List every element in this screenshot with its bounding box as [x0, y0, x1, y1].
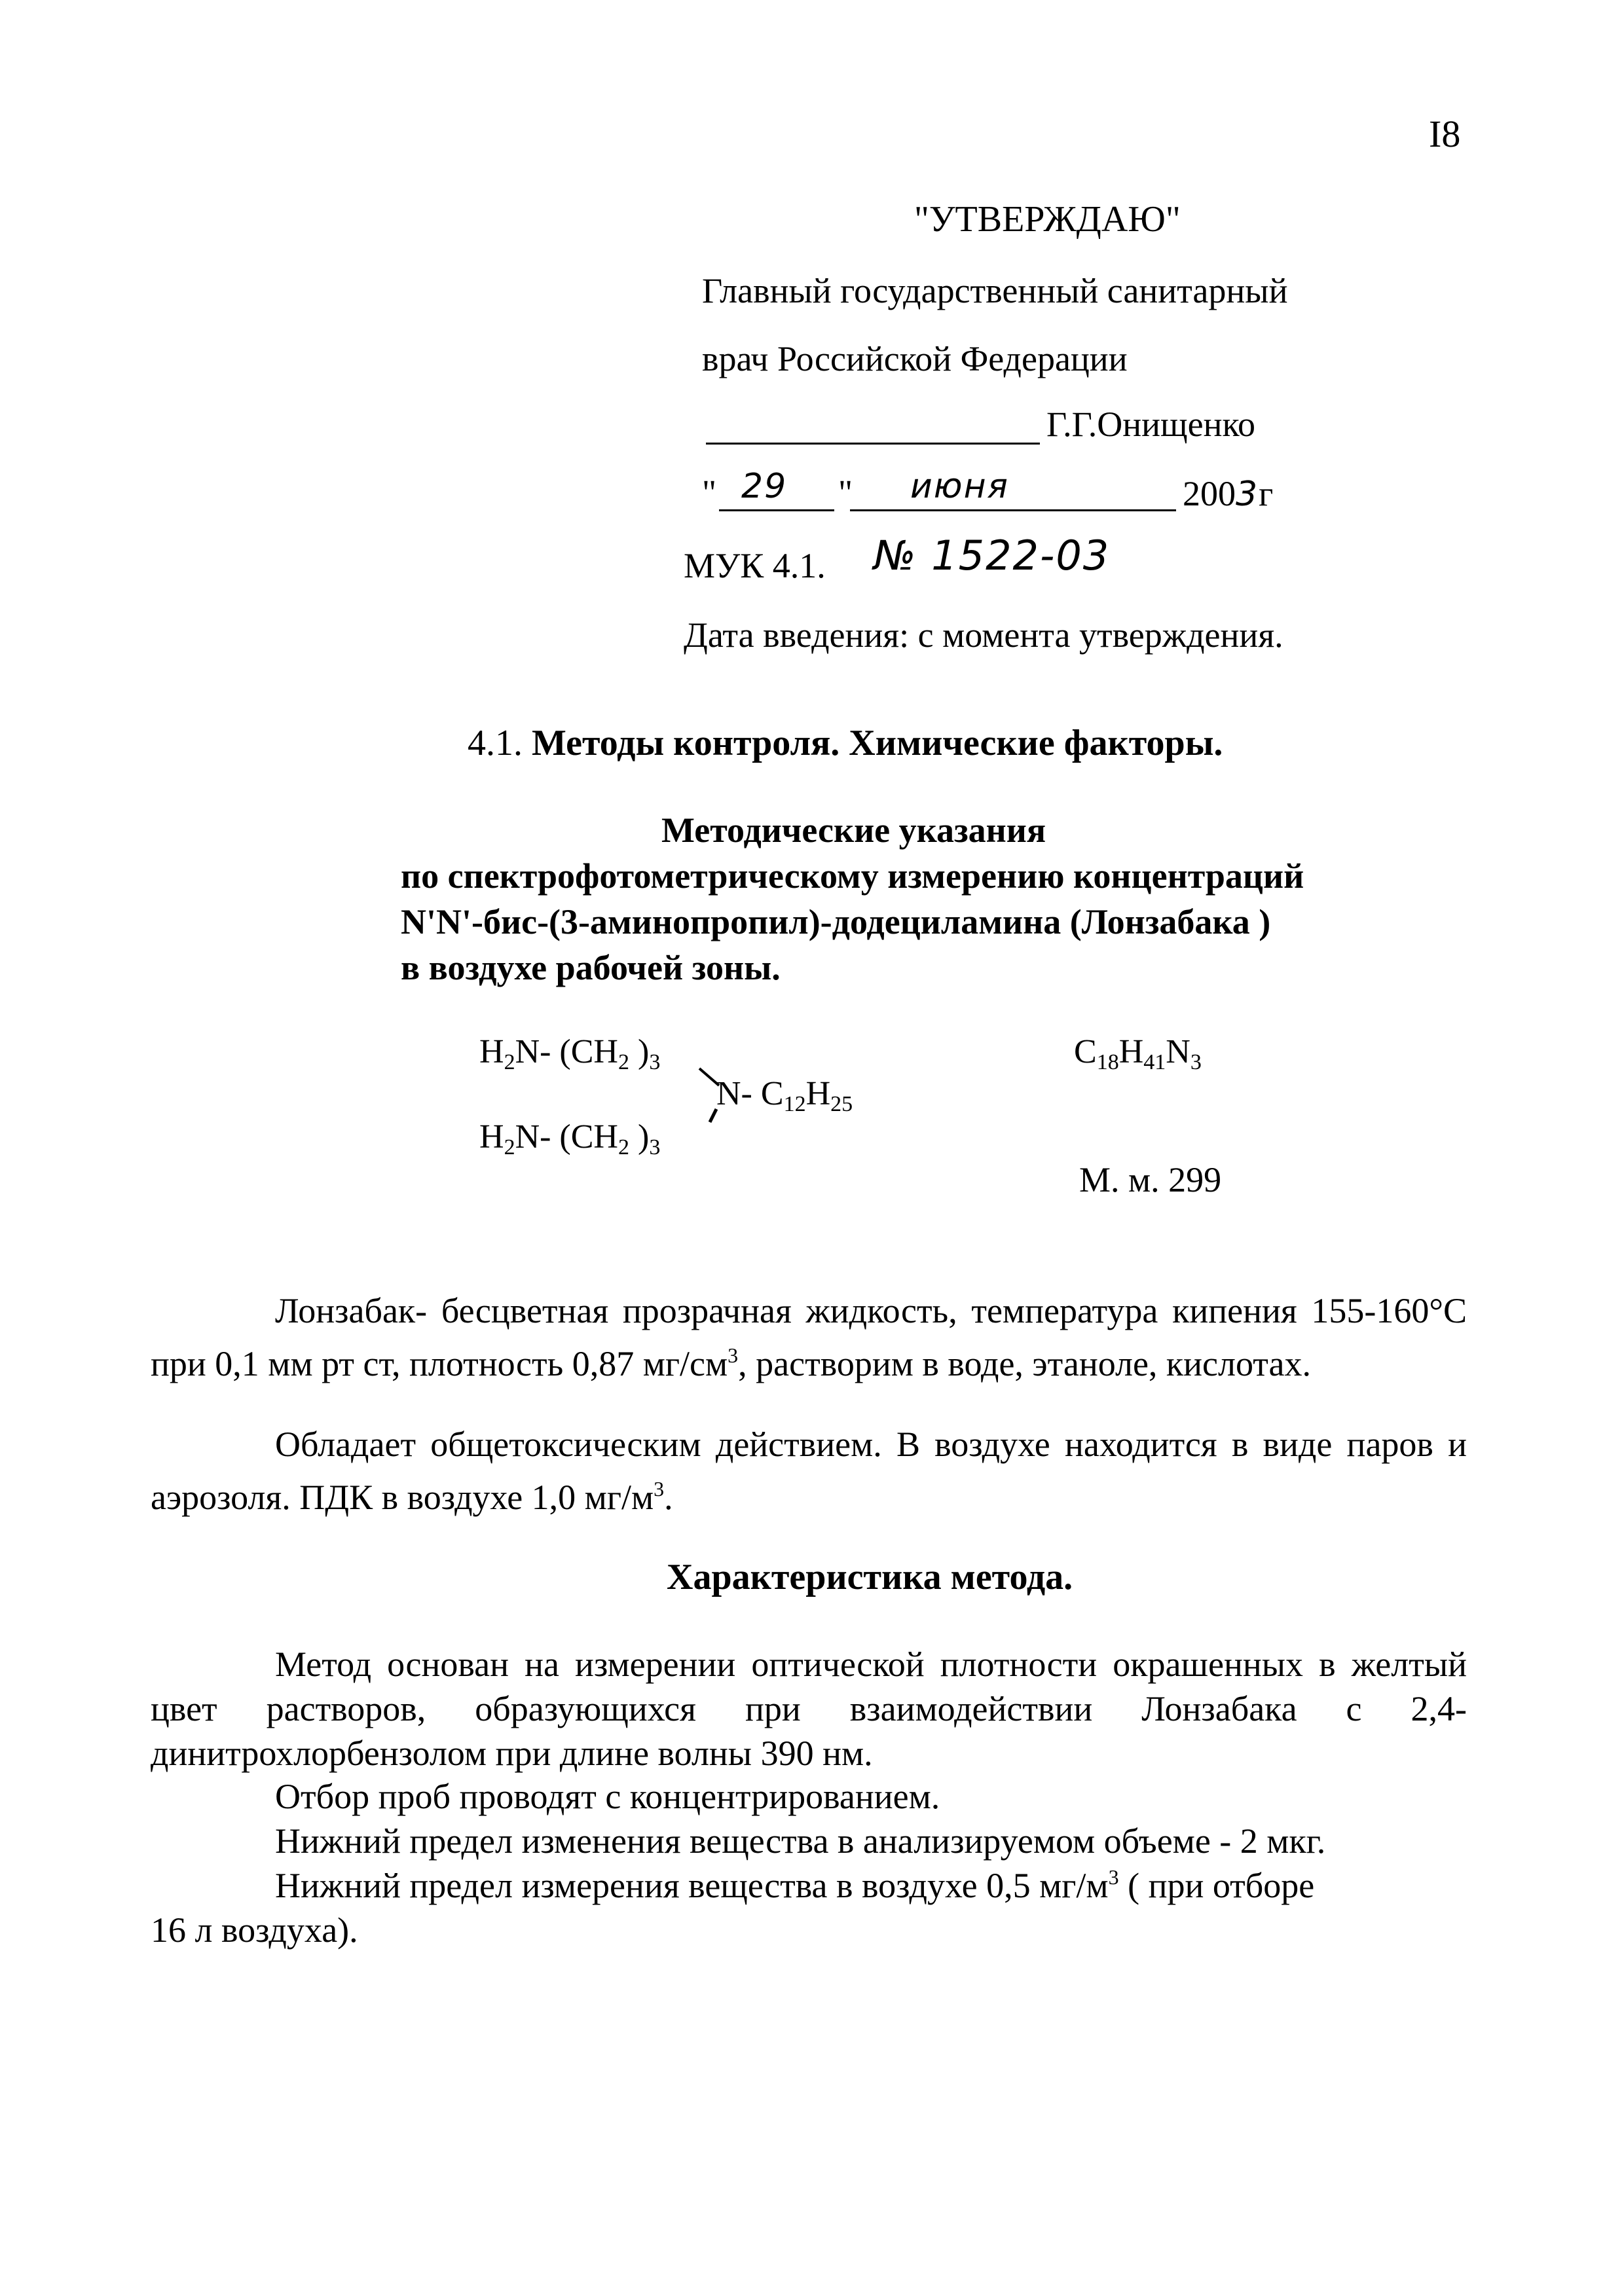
section-number: 4.1.	[468, 723, 523, 763]
date-close-quote: "	[838, 473, 853, 512]
date-year	[1183, 473, 1273, 515]
section-title	[468, 721, 1223, 765]
formula-bonds	[681, 1054, 720, 1146]
handwritten-date-day: 29	[741, 467, 788, 506]
paragraph-lower-limit-analysis: Нижний предел изменения вещества в анализируемом объеме - 2 мкг.	[275, 1821, 1326, 1861]
date-day-underline	[719, 509, 834, 511]
muk-label: МУК 4.1.	[684, 546, 826, 585]
approval-signatory: Г.Г.Онищенко	[1046, 405, 1255, 444]
paragraph-method-basis: Метод основан на измерении оптической плотности окрашенных в желтый цвет растворов, образующихся при взаимодействии Лонзабака с 2,4-динитрохлорбензолом при длине волны 390 нм.	[151, 1645, 1467, 1773]
handwritten-muk-number: № 1522-03	[874, 532, 1111, 579]
handwritten-date-year-digit: 3	[1236, 475, 1259, 514]
introduction-date: Дата введения: с момента утверждения.	[684, 615, 1283, 655]
section-name: Методы контроля. Химические факторы.	[532, 723, 1223, 763]
paragraph-lower-limit-air-continuation: 16 л воздуха).	[151, 1910, 358, 1950]
approval-position-line1: Главный государственный санитарный	[702, 271, 1288, 310]
guideline-title-line1: Методические указания	[661, 811, 1046, 850]
guideline-title-line2: по спектрофотометрическому измерению концентраций	[401, 856, 1304, 896]
date-open-quote: "	[702, 473, 717, 512]
formula-bottom-group: $H_2N-$ ($CH_2$ )$_3$	[479, 1118, 661, 1159]
paragraph-sampling: Отбор проб проводят с концентрированием.	[275, 1777, 940, 1816]
page-number: I8	[1429, 113, 1461, 155]
paragraph-toxicity: Обладает общетоксическим действием. В воздухе находится в виде паров и аэрозоля. ПДК в воздухе 1,0 $мг/м^3$.	[151, 1425, 1467, 1517]
formula-bond-upper	[699, 1068, 719, 1085]
date-year-prefix: 200	[1183, 474, 1236, 513]
molar-mass: М. м. 299	[1079, 1160, 1222, 1199]
paragraph-lower-limit-air: Нижний предел измерения вещества в воздухе 0,5 $мг/м^3$ ( при отборе	[275, 1865, 1315, 1905]
approval-position-line2: врач Российской Федерации	[702, 339, 1128, 378]
guideline-title-line3: N'N'-бис-(3-аминопропил)-додециламина (Лонзабака )	[401, 902, 1271, 941]
molecular-formula: $C_{18}H_{41}N_3$	[1074, 1033, 1202, 1074]
formula-bond-lower	[710, 1109, 716, 1122]
guideline-title-line4: в воздухе рабочей зоны.	[401, 948, 781, 987]
formula-top-group: $H_2N-$ ($CH_2$ )$_3$	[479, 1033, 661, 1074]
approval-title: "УТВЕРЖДАЮ"	[914, 199, 1181, 240]
date-year-suffix: г	[1259, 474, 1274, 513]
formula-center-nitrogen: N- $C_{12}H_{25}$	[716, 1075, 853, 1116]
method-heading: Характеристика метода.	[667, 1557, 1073, 1597]
signature-line	[706, 443, 1040, 445]
handwritten-date-month: июня	[910, 467, 1009, 506]
paragraph-properties: Лонзабак- бесцветная прозрачная жидкость, температура кипения 155-160°С при 0,1 мм рт ст, плотность 0,87 $мг/см^3$, растворим в воде, этаноле, кислотах.	[151, 1291, 1467, 1383]
date-month-underline	[850, 509, 1176, 511]
